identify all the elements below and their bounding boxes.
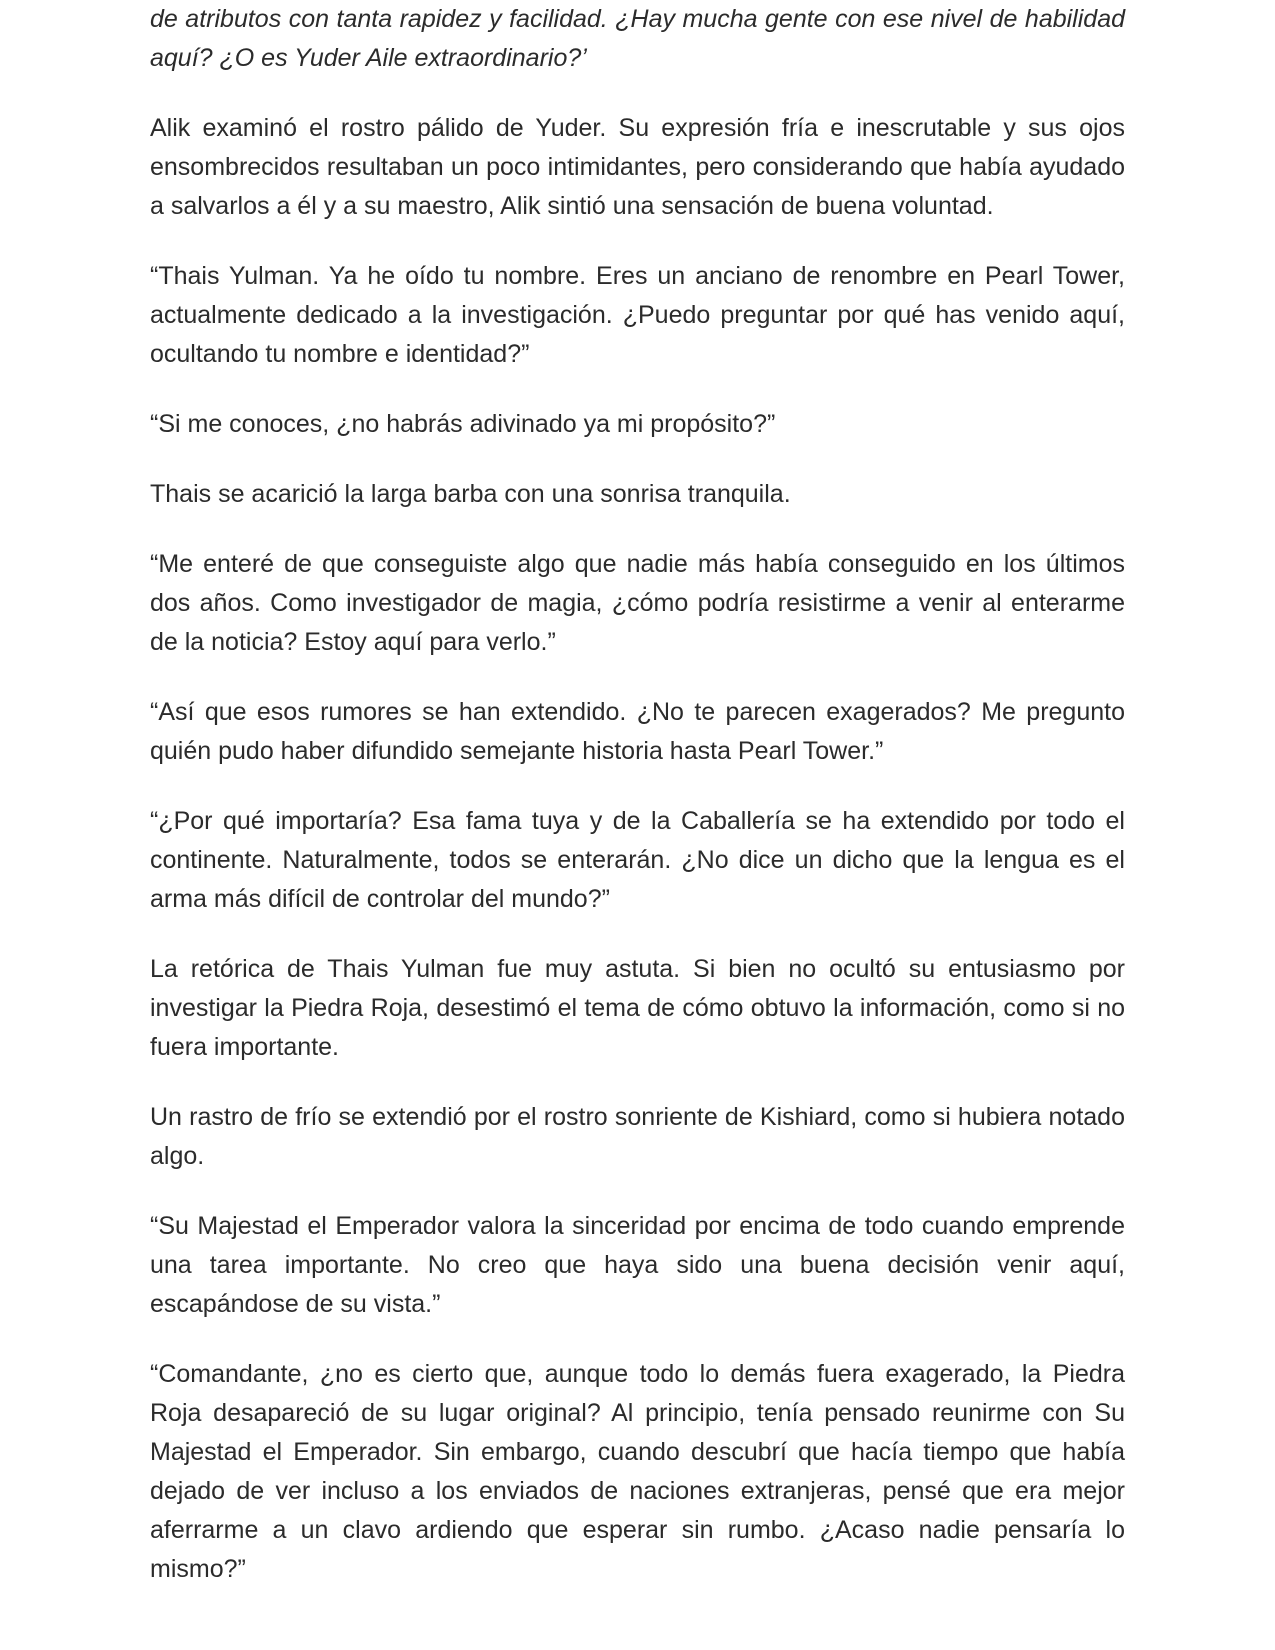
paragraph: “Me enteré de que conseguiste algo que nadie más había conseguido en los últimos dos años. Como investigador de magia, ¿cómo podría resistirme a venir al enterarme de la noticia? Estoy aquí para verlo.” (150, 550, 1125, 656)
paragraph: “Su Majestad el Emperador valora la sinceridad por encima de todo cuando emprende una tarea importante. No creo que haya sido una buena decisión venir aquí, escapándose de su vista.” (150, 1212, 1125, 1318)
paragraph: “Thais Yulman. Ya he oído tu nombre. Eres un anciano de renombre en Pearl Tower, actualmente dedicado a la investigación. ¿Puedo preguntar por qué has venido aquí, ocultando tu nombre e identidad?” (150, 262, 1125, 368)
document-page (150, 0, 1125, 1620)
paragraph: Thais se acarició la larga barba con una sonrisa tranquila. (150, 480, 791, 508)
paragraph: Alik examinó el rostro pálido de Yuder. Su expresión fría e inescrutable y sus ojos ensombrecidos resultaban un poco intimidantes, pero considerando que había ayudado a salvarlos a él y a su maestro, Alik sintió una sensación de buena voluntad. (150, 114, 1125, 220)
paragraph: “Si me conoces, ¿no habrás adivinado ya mi propósito?” (150, 410, 776, 438)
paragraph: Un rastro de frío se extendió por el rostro sonriente de Kishiard, como si hubiera notado algo. (150, 1103, 1125, 1170)
paragraph: La retórica de Thais Yulman fue muy astuta. Si bien no ocultó su entusiasmo por investigar la Piedra Roja, desestimó el tema de cómo obtuvo la información, como si no fuera importante. (150, 955, 1125, 1061)
paragraph-inner-thought: de atributos con tanta rapidez y facilidad. ¿Hay mucha gente con ese nivel de habilidad aquí? ¿O es Yuder Aile extraordinario?’ (150, 5, 1125, 72)
paragraph: “Comandante, ¿no es cierto que, aunque todo lo demás fuera exagerado, la Piedra Roja desapareció de su lugar original? Al principio, tenía pensado reunirme con Su Majestad el Emperador. Sin embargo, cuando descubrí que hacía tiempo que había dejado de ver incluso a los enviados de naciones extranjeras, pensé que era mejor aferrarme a un clavo ardiendo que esperar sin rumbo. ¿Acaso nadie pensaría lo mismo?” (150, 1360, 1125, 1583)
paragraph: “Así que esos rumores se han extendido. ¿No te parecen exagerados? Me pregunto quién pudo haber difundido semejante historia hasta Pearl Tower.” (150, 698, 1125, 765)
paragraph: “¿Por qué importaría? Esa fama tuya y de la Caballería se ha extendido por todo el continente. Naturalmente, todos se enterarán. ¿No dice un dicho que la lengua es el arma más difícil de controlar del mundo?” (150, 807, 1125, 913)
